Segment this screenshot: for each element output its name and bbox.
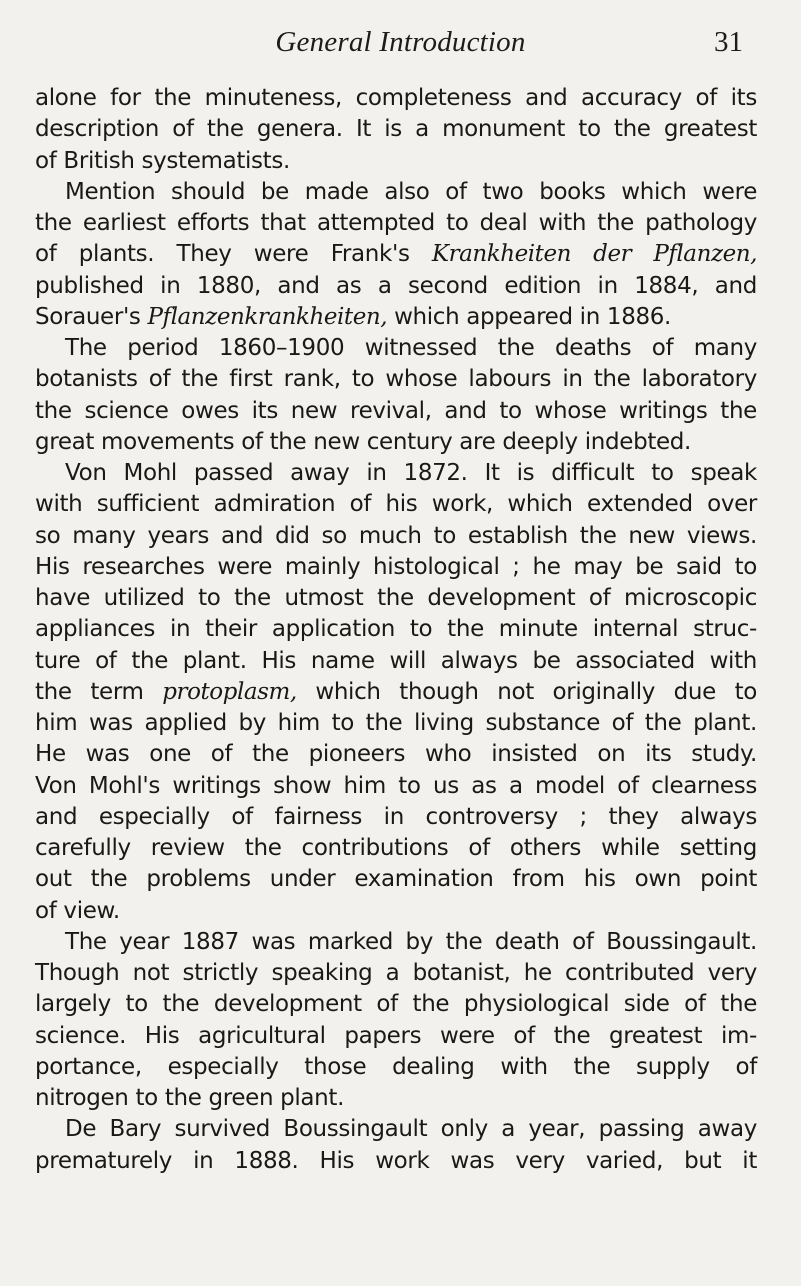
text-line: with sufficient admiration of his work, which extended over: [35, 491, 757, 518]
text-line: [35, 302, 757, 333]
page-number: 31: [714, 26, 743, 58]
text-line: [35, 677, 757, 708]
text-line: the earliest efforts that attempted to deal with the pathology: [35, 210, 757, 236]
text-line: largely to the development of the physiological side of the: [35, 991, 757, 1018]
text-line: so many years and did so much to establish the new views.: [35, 522, 757, 549]
term-protoplasm: protoplasm,: [162, 678, 297, 705]
text-line: [35, 239, 757, 270]
text-line: De Bary survived Boussingault only a year, passing away: [65, 1116, 757, 1143]
text-line: His researches were mainly histological ; he may be said to: [35, 553, 757, 580]
text-line: of view.: [35, 897, 120, 924]
text-line: He was one of the pioneers who insisted on its study.: [35, 741, 757, 768]
text-line: appliances in their application to the minute internal struc-: [35, 616, 757, 643]
text-line: of British systematists.: [35, 147, 290, 174]
text-line: science. His agricultural papers were of the greatest im-: [35, 1022, 757, 1049]
text-segment: the term: [35, 678, 163, 705]
text-line: The year 1887 was marked by the death of Boussingault.: [65, 928, 757, 955]
book-title-pflanzenkrankheiten: Pflanzenkrankheiten,: [147, 303, 388, 330]
text-segment: which appeared in 1886.: [387, 303, 672, 330]
text-segment: of plants. They were Frank's: [35, 241, 432, 268]
text-line: Though not strictly speaking a botanist, he contributed very: [35, 960, 757, 986]
book-title-krankheiten: Krankheiten der Pflanzen,: [431, 241, 757, 268]
text-line: have utilized to the utmost the development of microscopic: [35, 585, 757, 611]
text-line: Von Mohl passed away in 1872. It is difficult to speak: [65, 460, 757, 486]
text-segment: which though not originally due to: [296, 678, 758, 705]
text-line: published in 1880, and as a second edition in 1884, and: [35, 272, 757, 299]
text-line: prematurely in 1888. His work was very varied, but it: [35, 1147, 757, 1174]
text-line: him was applied by him to the living substance of the plant.: [35, 710, 757, 736]
body-text: [35, 83, 757, 1177]
text-line: portance, especially those dealing with the supply of: [35, 1053, 757, 1080]
text-line: the science owes its new revival, and to whose writings the: [35, 397, 757, 424]
text-line: Mention should be made also of two books which were: [65, 178, 757, 205]
text-line: great movements of the new century are deeply indebted.: [35, 428, 692, 455]
text-line: botanists of the first rank, to whose labours in the laboratory: [35, 366, 757, 393]
text-line: The period 1860–1900 witnessed the deaths of many: [65, 335, 757, 361]
text-line: and especially of fairness in controversy ; they always: [35, 803, 757, 830]
text-line: out the problems under examination from his own point: [35, 866, 757, 893]
running-head: [0, 22, 801, 62]
text-line: alone for the minuteness, completeness and accuracy of its: [35, 85, 757, 111]
text-line: Von Mohl's writings show him to us as a model of clearness: [35, 772, 757, 799]
text-line: description of the genera. It is a monument to the greatest: [35, 116, 757, 143]
text-line: carefully review the contributions of others while setting: [35, 835, 757, 861]
text-segment: Sorauer's: [35, 303, 148, 330]
running-title: General Introduction: [275, 26, 526, 58]
text-line: ture of the plant. His name will always be associated with: [35, 647, 757, 674]
text-line: nitrogen to the green plant.: [35, 1085, 345, 1111]
